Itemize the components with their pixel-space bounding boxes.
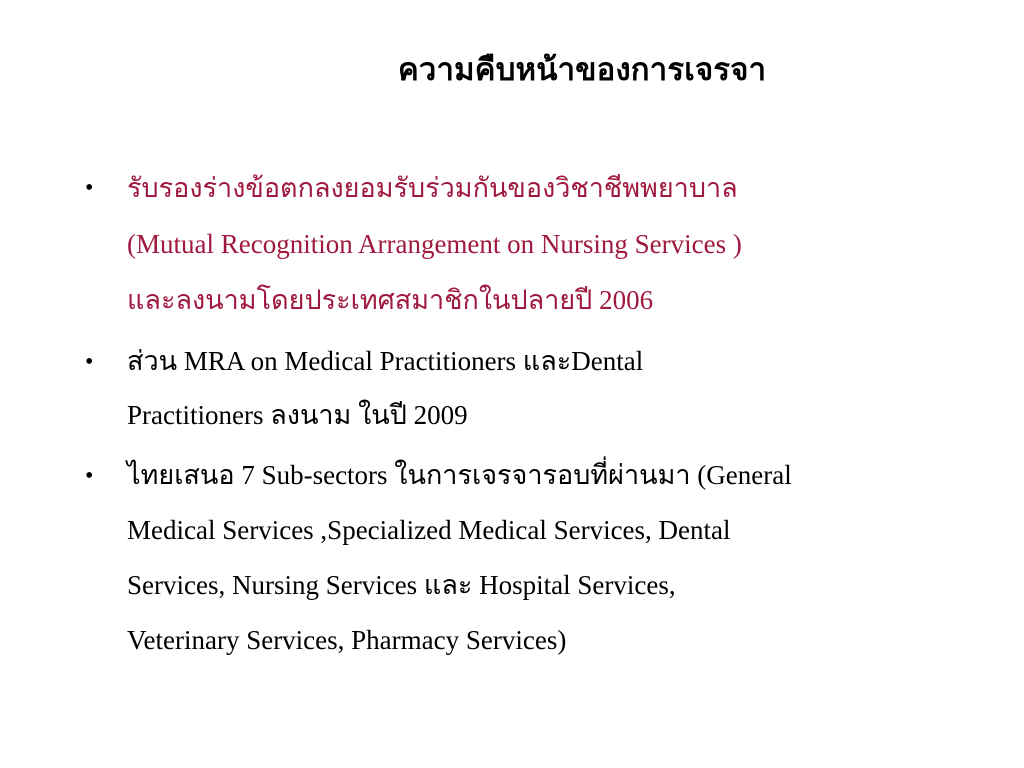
bullet-line: ไทยเสนอ 7 Sub-sectors ในการเจรจารอบที่ผ่านมา (General (127, 460, 792, 490)
bullet-line: (Mutual Recognition Arrangement on Nursing Services ) (127, 229, 742, 259)
bullet-item (85, 334, 965, 442)
bullet-text (127, 334, 965, 442)
bullet-text (127, 448, 965, 668)
bullet-line: Medical Services ,Specialized Medical Services, Dental (127, 515, 731, 545)
bullet-line: และลงนามโดยประเทศสมาชิกในปลายปี 2006 (127, 285, 654, 315)
bullet-marker: • (85, 463, 94, 489)
bullet-item (85, 160, 965, 328)
bullet-line: ส่วน MRA on Medical Practitioners และDental (127, 346, 644, 376)
bullet-line: Veterinary Services, Pharmacy Services) (127, 625, 567, 655)
bullet-list (85, 160, 965, 674)
bullet-line: รับรองร่างข้อตกลงยอมรับร่วมกันของวิชาชีพพยาบาล (127, 173, 738, 203)
bullet-item (85, 448, 965, 668)
bullet-marker: • (85, 175, 94, 201)
slide-title: ความคืบหน้าของการเจรจา (398, 52, 767, 87)
bullet-text (127, 160, 965, 328)
bullet-marker: • (85, 349, 94, 375)
bullet-line: Services, Nursing Services และ Hospital Services, (127, 570, 676, 600)
bullet-line: Practitioners ลงนาม ในปี 2009 (127, 400, 468, 430)
